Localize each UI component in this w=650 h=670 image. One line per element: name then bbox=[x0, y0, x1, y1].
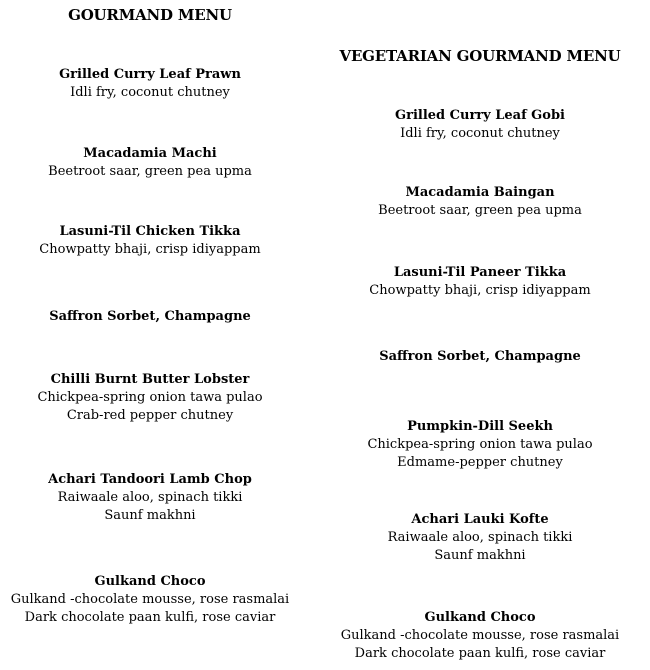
course-item bbox=[0, 223, 300, 259]
course-name: Saffron Sorbet, Champagne bbox=[379, 349, 581, 364]
course-item bbox=[0, 145, 300, 181]
course-description: Crab-red pepper chutney bbox=[66, 408, 234, 423]
course-description: Beetroot saar, green pea upma bbox=[378, 203, 582, 218]
course-description: Idli fry, coconut chutney bbox=[70, 85, 230, 100]
course-name: Chilli Burnt Butter Lobster bbox=[50, 372, 250, 387]
course-name: Achari Lauki Kofte bbox=[411, 512, 549, 527]
course-description: Chickpea-spring onion tawa pulao bbox=[367, 437, 593, 452]
course-description: Gulkand -chocolate mousse, rose rasmalai bbox=[10, 592, 290, 607]
course-description: Dark chocolate paan kulfi, rose caviar bbox=[24, 610, 276, 625]
course-description: Chowpatty bhaji, crisp idiyappam bbox=[39, 242, 261, 257]
course-name: Grilled Curry Leaf Prawn bbox=[59, 67, 241, 82]
course-name: Macadamia Baingan bbox=[405, 185, 555, 200]
course-name: Grilled Curry Leaf Gobi bbox=[395, 108, 565, 123]
course-description: Gulkand -chocolate mousse, rose rasmalai bbox=[340, 628, 620, 643]
course-item bbox=[330, 348, 630, 366]
course-name: Lasuni-Til Paneer Tikka bbox=[393, 265, 567, 280]
menu-title: VEGETARIAN GOURMAND MENU bbox=[339, 47, 621, 65]
course-description: Raiwaale aloo, spinach tikki bbox=[57, 490, 243, 505]
course-name: Achari Tandoori Lamb Chop bbox=[48, 472, 252, 487]
course-description: Dark chocolate paan kulfi, rose caviar bbox=[354, 646, 606, 661]
course-item bbox=[0, 66, 300, 102]
course-description: Chowpatty bhaji, crisp idiyappam bbox=[369, 283, 591, 298]
course-description: Beetroot saar, green pea upma bbox=[48, 164, 252, 179]
course-item bbox=[0, 573, 300, 627]
course-item bbox=[330, 107, 630, 143]
course-description: Saunf makhni bbox=[434, 548, 526, 563]
course-item bbox=[0, 371, 300, 425]
course-item bbox=[330, 184, 630, 220]
course-name: Saffron Sorbet, Champagne bbox=[49, 309, 251, 324]
course-name: Lasuni-Til Chicken Tikka bbox=[59, 224, 241, 239]
course-item bbox=[330, 511, 630, 565]
course-item bbox=[330, 609, 630, 663]
course-name: Pumpkin-Dill Seekh bbox=[407, 419, 553, 434]
course-description: Raiwaale aloo, spinach tikki bbox=[387, 530, 573, 545]
course-description: Idli fry, coconut chutney bbox=[400, 126, 560, 141]
menu-title: GOURMAND MENU bbox=[68, 6, 232, 24]
course-name: Gulkand Choco bbox=[424, 610, 536, 625]
course-description: Edmame-pepper chutney bbox=[397, 455, 563, 470]
course-name: Gulkand Choco bbox=[94, 574, 206, 589]
course-item bbox=[330, 264, 630, 300]
course-item bbox=[0, 471, 300, 525]
course-item bbox=[0, 308, 300, 326]
course-name: Macadamia Machi bbox=[83, 146, 217, 161]
course-description: Chickpea-spring onion tawa pulao bbox=[37, 390, 263, 405]
course-item bbox=[330, 418, 630, 472]
course-description: Saunf makhni bbox=[104, 508, 196, 523]
